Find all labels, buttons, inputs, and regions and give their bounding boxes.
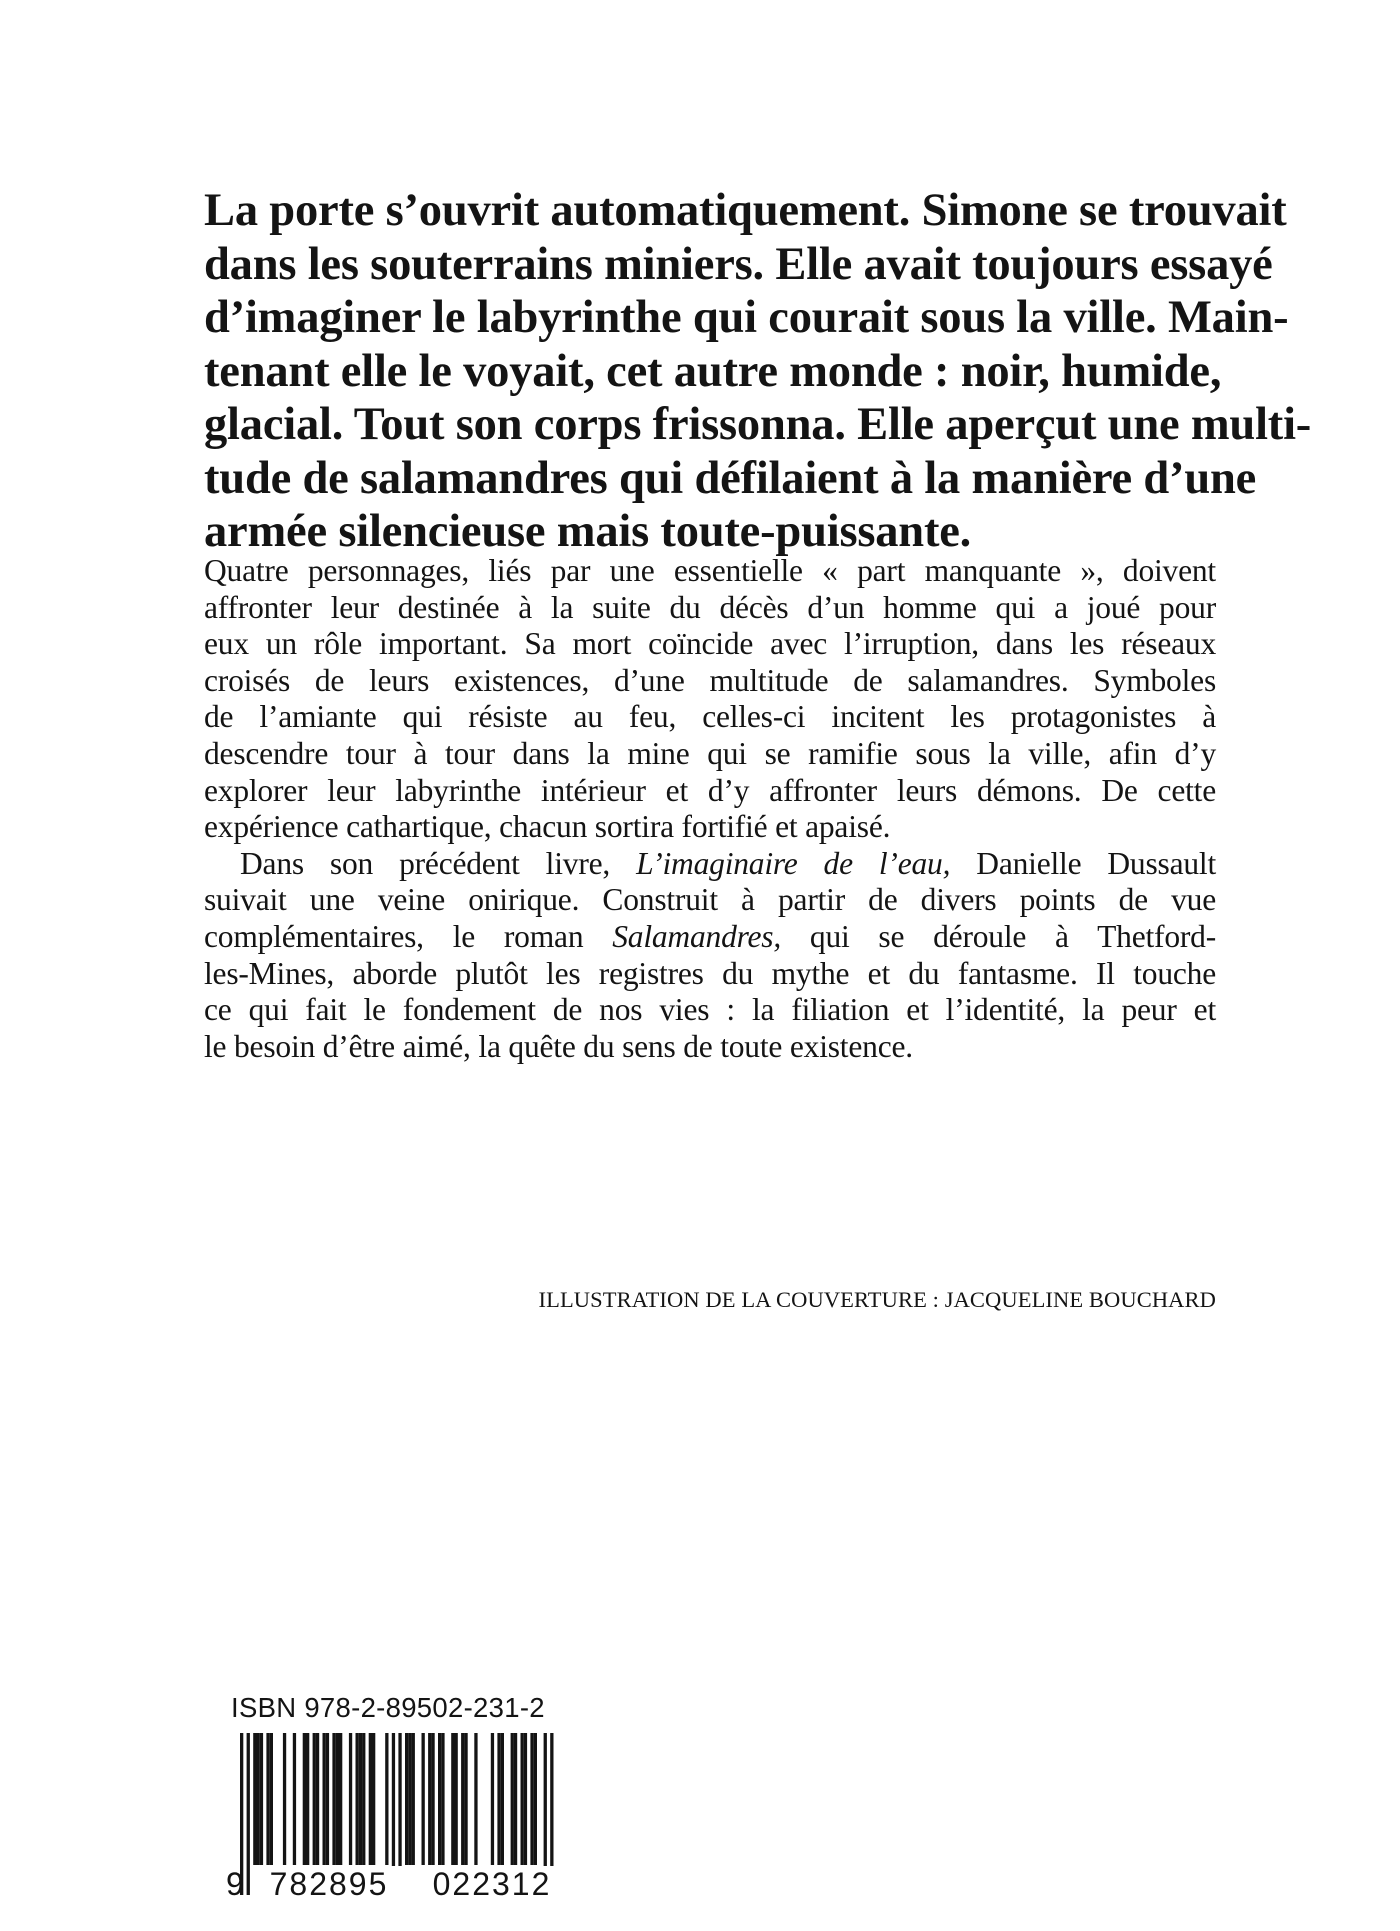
barcode-bar [339, 1733, 342, 1865]
summary-line: le besoin d’être aimé, la quête du sens de toute existence. [204, 1028, 913, 1064]
barcode-bar [534, 1733, 537, 1865]
summary-line: les-Mines, aborde plutôt les registres du mythe et du fantasme. Il touche [204, 955, 1216, 991]
barcode-bar [359, 1733, 362, 1865]
barcode-bar [497, 1733, 500, 1865]
previous-book-title: L’imaginaire de l’eau, [636, 845, 951, 881]
barcode-bar [408, 1733, 411, 1865]
barcode-bar [349, 1733, 352, 1865]
barcode-bar [514, 1733, 517, 1865]
barcode-bar [530, 1733, 533, 1865]
summary-line: expérience cathartique, chacun sortira fortifié et apaisé. [204, 809, 891, 845]
barcode-bar [441, 1733, 444, 1865]
barcode-bar [306, 1733, 309, 1865]
barcode-bar [412, 1733, 415, 1865]
barcode-bar [385, 1733, 388, 1865]
excerpt-line: armée silencieuse mais toute-puissante. [204, 506, 972, 557]
summary-text: Dans son précédent livre, [240, 845, 637, 881]
barcode-bar [405, 1733, 408, 1865]
excerpt-line: dans les souterrains miniers. Elle avait toujours essayé [204, 238, 1273, 290]
barcode-bar [362, 1733, 365, 1865]
barcode-bar [323, 1733, 326, 1865]
barcode-bar [270, 1733, 273, 1865]
barcode-left-digits: 782895 [253, 1866, 405, 1903]
barcode-bar [303, 1733, 306, 1865]
cover-illustration-credit: ILLUSTRATION DE LA COUVERTURE : JACQUELINE BOUCHARD [538, 1287, 1216, 1312]
summary-text: complémentaires, le roman [204, 918, 613, 954]
summary-line: suivait une veine onirique. Construit à partir de divers points de vue [204, 882, 1216, 918]
barcode-bar [313, 1733, 316, 1865]
book-summary [204, 553, 1216, 1065]
summary-line: affronter leur destinée à la suite du décès d’un homme qui a joué pour [204, 589, 1216, 625]
barcode-bar [501, 1733, 504, 1865]
barcode-bar [257, 1733, 260, 1865]
barcode-bar [521, 1733, 524, 1865]
barcode-bar [332, 1733, 335, 1865]
excerpt-line: tude de salamandres qui défilaient à la manière d’une [204, 452, 1257, 504]
barcode-bar [474, 1733, 477, 1865]
excerpt-line: tenant elle le voyait, cet autre monde : noir, humide, [204, 345, 1222, 397]
summary-line [204, 846, 1216, 883]
barcode-bar [356, 1733, 359, 1865]
isbn-label: ISBN 978-2-89502-231-2 [231, 1692, 545, 1723]
summary-line: Quatre personnages, liés par une essentielle « part manquante », doivent [204, 553, 1216, 588]
summary-line: eux un rôle important. Sa mort coïncide avec l’irruption, dans les réseaux [204, 626, 1216, 662]
barcode-bar [283, 1733, 286, 1865]
barcode-bar [336, 1733, 339, 1865]
barcode-bar [438, 1733, 441, 1865]
barcode-first-digit: 9 [226, 1866, 244, 1902]
summary-line: explorer leur labyrinthe intérieur et d’y affronter leurs démons. De cette [204, 772, 1216, 808]
barcode-bar [369, 1733, 372, 1865]
barcode-digits [226, 1866, 582, 1906]
excerpt-line: La porte s’ouvrit automatiquement. Simone se trouvait [204, 185, 1287, 236]
barcode-bar [293, 1733, 296, 1865]
barcode-bar [253, 1733, 256, 1865]
barcode-bar [461, 1733, 464, 1865]
summary-line: descendre tour à tour dans la mine qui se ramifie sous la ville, afin d’y [204, 735, 1216, 771]
barcode-bar [511, 1733, 514, 1865]
excerpt-line: glacial. Tout son corps frissonna. Elle aperçut une multi- [204, 399, 1312, 450]
barcode-bar [326, 1733, 329, 1865]
summary-text: Danielle Dussault [950, 845, 1216, 881]
summary-text: qui se déroule à Thetford- [781, 918, 1217, 954]
barcode-bar [372, 1733, 375, 1865]
barcode-bar [260, 1733, 263, 1865]
barcode-right-digits: 022312 [416, 1866, 568, 1903]
book-title: Salamandres, [612, 918, 782, 954]
barcode-bar [422, 1733, 425, 1865]
barcode-bar [524, 1733, 527, 1865]
back-cover-excerpt [204, 184, 1312, 559]
barcode-bar [431, 1733, 434, 1865]
summary-line: de l’amiante qui résiste au feu, celles-ci incitent les protagonistes à [204, 699, 1216, 735]
barcode-bar [266, 1733, 269, 1865]
summary-line [204, 919, 1216, 956]
summary-line: croisés de leurs existences, d’une multitude de salamandres. Symboles [204, 662, 1216, 698]
excerpt-line: d’imaginer le labyrinthe qui courait sous la ville. Main- [204, 292, 1289, 343]
barcode-bar [451, 1733, 454, 1865]
barcode-bar [464, 1733, 467, 1865]
barcode-bar [428, 1733, 431, 1865]
barcode-bar [491, 1733, 494, 1865]
summary-line: ce qui fait le fondement de nos vies : la filiation et l’identité, la peur et [204, 992, 1216, 1028]
barcode-bar [316, 1733, 319, 1865]
barcode-bar [455, 1733, 458, 1865]
